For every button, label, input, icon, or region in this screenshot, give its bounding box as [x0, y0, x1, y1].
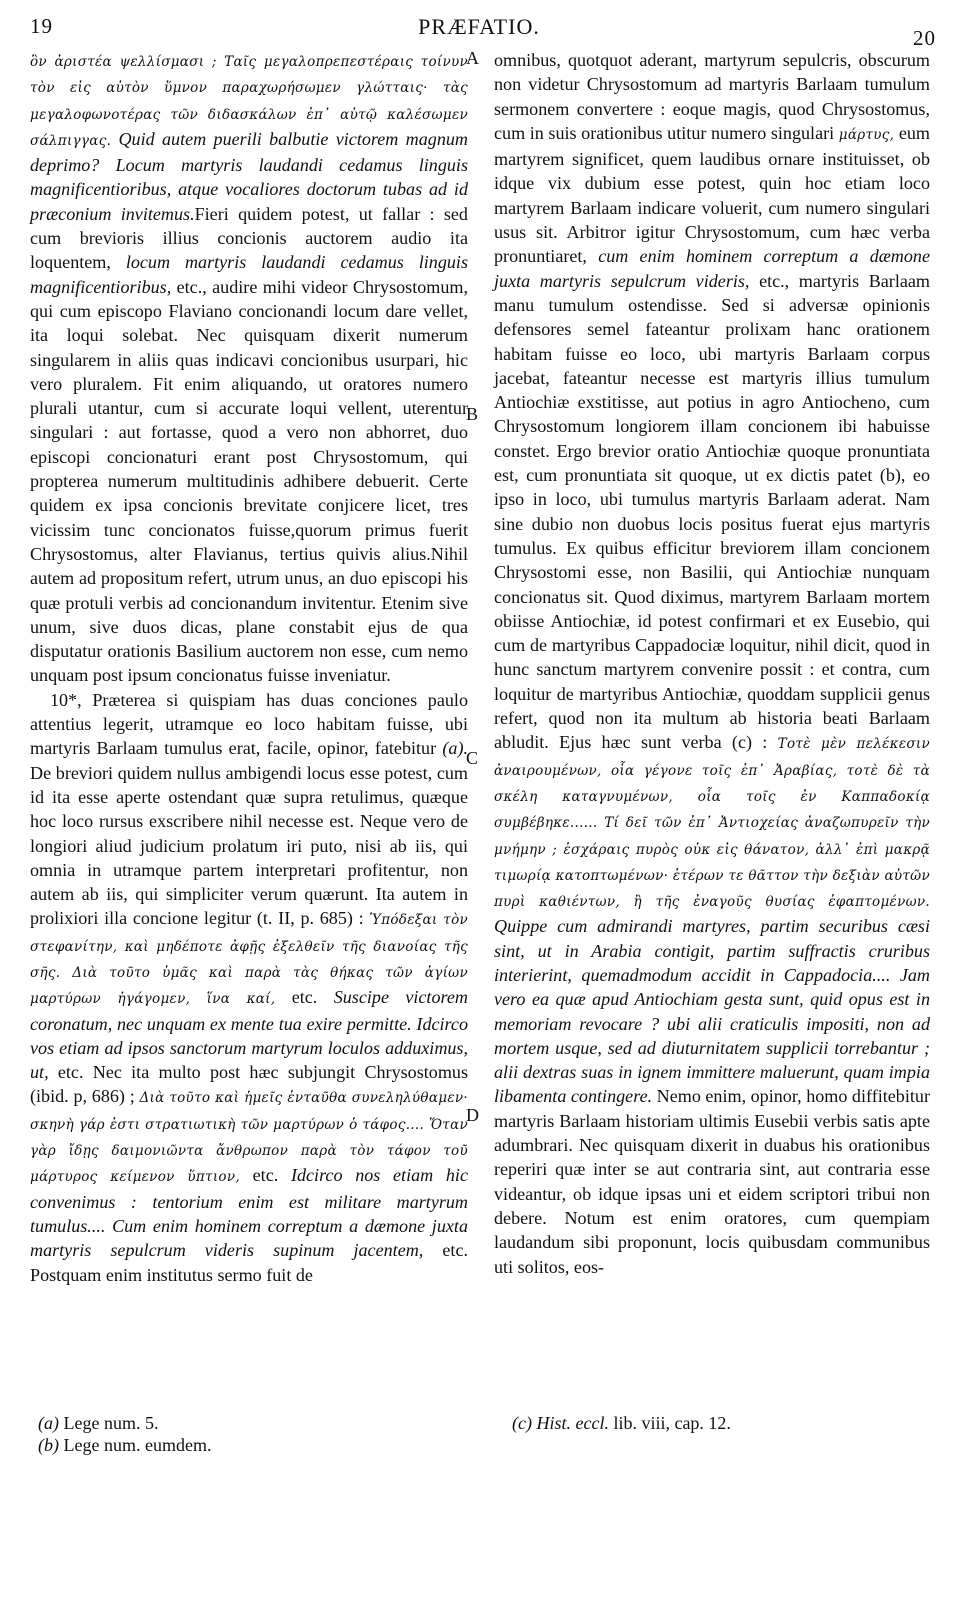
italic-text: (a). [442, 738, 468, 759]
italic-text: (c) Hist. eccl. [512, 1413, 609, 1433]
greek-quotation: ὃν ἀριστέα ψελλίσμασι ; Ταῖς μεγαλοπρεπεστέραις τοίνυν τὸν εἰς αὐτὸν ὕμνον παραχωρήσωμεν γλώτταις· τὰς μεγαλοφωνοτέρας τῶν διδασκάλων ἐπ᾽ αὐτῷ καλέσωμεν σάλπιγγας. [30, 54, 468, 149]
italic-text: Idcirco nos etiam hic convenimus : tentorium enim est militare martyrum tumulus.... Cum enim hominem correptum a dæmone juxta martyris sepulcrum videris supinum jacentem, [30, 1165, 468, 1261]
text-run: 10*, Præterea si quispiam has duas conciones paulo attentius legerit, utramque eo loco habitam fuisse, ubi martyris Barlaam tumulus erat, facile, opinor, fatebitur [30, 689, 468, 759]
margin-letter-b: B [466, 404, 479, 424]
text-run: Nemo enim, opinor, homo diffitebitur martyris Barlaam historiam ultimis Eusebii verbis satis apte adumbrari. Nec quisquam dixerit in duabus his orationibus reperiri quæ inter se aut contraria sint, aut contraria esse videantur, ob idque ipsas uni et eidem scriptori tribui non debere. Notum est enim oratores, cum quempiam laudandum sibi proponunt, locis quibusdam communibus uti solitos, eos- [494, 1086, 930, 1277]
italic-text: Quid autem puerili balbutie victorem magnum deprimo? Locum martyris laudandi cedamus linguis magnificentioribus, atque vocaliores doctorum tubas ad id præconium invitemus. [30, 128, 468, 224]
italic-text: Quippe cum admirandi martyres, partim securibus cæsi sint, ut in Arabia contigit, partim suffractis cruribus interierint, quemadmodum accidit in Cappadocia.... Jam vero ea quæ apud Antiochiam gesta sunt, quid opus est in memoriam revocare ? ubi alii craticulis impositi, non ad mortem usque, sed ad diuturnitatem supplicii torrebantur ; alii dextras suas in ignem immittere maluerunt, quam impia libamenta contingere. [494, 916, 930, 1107]
text-run: lib. viii, cap. 12. [608, 1413, 731, 1433]
text-run: etc., audire mihi videor Chrysostomum, qui cum episcopo Flaviano concionandi locum dare vellet, ita loqui solebat. Nec quisquam dixerit numerum singularem in aliis quas indicavi concionibus usurpari, hic vero pluralem. Fit enim aliquando, ut oratores numero plurali utantur, cum si accurate loqui vellent, uterentur singulari : aut fortasse, quod a vero non abhorret, duo episcopi concionaturi erant post Chrysostomum, qui propterea numerum multitudinis adhibere debuerit. Certe quidem ex ipsa concionis brevitate conjicere licet, tres vicissim tunc concionatos fuisse,quorum primus fuerit Chrysostomus, alter Flavianus, tertius quivis alius.Nihil autem ad propositum refert, utrum unus, an duo episcopi his quæ protuli verbis ad concionandum invitentur. Etenim sive unum, sive duos dicas, plane constabit ejus de qua disputatur orationis Basilium auctorem non esse, cum nemo unquam post ipsum concionatus fuisse inveniatur. [30, 276, 468, 686]
footnote [38, 1434, 211, 1456]
page-number-left: 19 [30, 14, 53, 38]
paragraph [494, 48, 930, 1279]
text-run: etc. [239, 1165, 291, 1186]
text-run: etc. [275, 987, 334, 1008]
text-run: omnibus, quotquot aderant, martyrum sepulcris, obscurum non videtur Chrysostomum ad martyris Barlaam tumulum sermonem convertere : eoque magis, quod Chrysostomus, cum in suis orationibus utitur numero singulari [494, 50, 930, 143]
footnote [512, 1412, 731, 1434]
italic-text: Suscipe victorem coronatum, nec unquam ex mente tua exire permitte. Idcirco vos etiam ad ipsos sanctorum martyrum loculos adduximus, ut, [30, 987, 468, 1083]
greek-quotation: μάρτυς, [838, 126, 895, 143]
footnotes-right [512, 1412, 731, 1434]
running-title: PRÆFATIO. [418, 14, 540, 39]
page-number-right: 20 [913, 26, 936, 50]
footnotes-left [38, 1412, 211, 1456]
text-run: Lege num. eumdem. [59, 1435, 212, 1455]
text-run: Lege num. 5. [59, 1413, 159, 1433]
paragraph [30, 48, 468, 688]
text-run: De breviori quidem nullus ambigendi locus esse potest, cum id ita esse aperte ostendant quæ supra retulimus, quæque hoc loco rursus exscribere nihil necesse est. Neque vero de longiori aliud judicium prolatum iri puto, nisi ab iis, qui omnia in utramque partem interpretari profitentur, non autem ab iis, qui simpliciter verum quærunt. Ita autem in prolixiori illa concione legitur (t. II, p. 685) : [30, 762, 468, 929]
text-run: eum martyrem significet, quem laudibus ornare instituisset, ob idque vix dubium esse potest, quin hoc etiam loco martyrem Barlaam indicare voluerit, cum numero singulari usus sit. Arbitror igitur Chrysostomum, cum hæc verba pronuntiaret, [494, 122, 930, 267]
paragraph [30, 688, 468, 1287]
margin-letter-a: A [466, 48, 479, 68]
text-run: etc. Postquam enim institutus sermo fuit de [30, 1240, 468, 1285]
right-text-column [494, 48, 930, 1279]
footnote [38, 1412, 211, 1434]
greek-quotation: Ὑπόδεξαι τὸν στεφανίτην, καὶ μηδέποτε ἀφῇς ἐξελθεῖν τῆς διανοίας τῆς σῆς. Διὰ τοῦτο ὑμᾶς καὶ παρὰ τὰς θήκας τῶν ἁγίων μαρτύρων ἠγάγομεν, ἵνα καί, [30, 912, 468, 1008]
text-run: Fieri quidem potest, ut fallar : sed cum brevioris illius concionis auctorem audio ita loquentem, [30, 203, 468, 273]
italic-text: (a) [38, 1413, 59, 1433]
greek-quotation: Τοτὲ μὲν πελέκεσιν ἀναιρουμένων, οἷα γέγονε τοῖς ἐπ᾽ Ἀραβίας, τοτὲ δὲ τὰ σκέλη καταγνυμένων, οἷα τοῖς ἐν Καππαδοκίᾳ συμβέβηκε...... Τί δεῖ τῶν ἐπ᾽ Ἀντιοχείας ἀναζωπυρεῖν τὴν μνήμην ; ἐσχάραις πυρὸς οὐκ εἰς θάνατον, ἀλλ᾽ ἐπὶ μακρᾷ τιμωρίᾳ κατοπτωμένων· ἑτέρων τε θᾶττον τὴν δεξιὰν αὐτῶν πυρὶ καθιέντων, ἢ τῆς ἐναγοῦς θυσίας ἐφαπτομένων. [494, 736, 930, 911]
italic-text: (b) [38, 1435, 59, 1455]
italic-text: locum martyris laudandi cedamus linguis magnificentioribus, [30, 252, 468, 297]
greek-quotation: Διὰ τοῦτο καὶ ἡμεῖς ἐνταῦθα συνεληλύθαμεν· σκηνὴ γάρ ἐστι στρατιωτικὴ τῶν μαρτύρων ὁ τάφος.... Ὅταν γὰρ ἴδῃς δαιμονιῶντα ἄνθρωπον παρὰ τὸν τάφον τοῦ μάρτυρος κείμενον ὕπτιον, [30, 1090, 468, 1186]
italic-text: cum enim hominem correptum a dæmone juxta martyris sepulcrum videris, [494, 246, 931, 291]
left-text-column [30, 48, 468, 1287]
text-run: etc. Nec ita multo post hæc subjungit Chrysostomus (ibid. p, 686) ; [30, 1062, 468, 1107]
text-run: etc., martyris Barlaam manu tumulum ostendisse. Sed si adversæ opinionis defensores semel fateantur prolixam hanc orationem habitam fuisse eo loco, ubi martyris Barlaam corpus jacebat, fateantur necesse est martyris illius tumulum Antiochiæ exstitisse, aut potius in agro Antiocheno, cum Chrysostomum longiorem illam concionem ibi habuisse constet. Ergo brevior oratio Antiochiæ quoque pronuntiata est, cum pronuntiata sit quoque, ut ex dictis patet (b), eo ipso in loco, ubi tumulus martyris Barlaam aderat. Nam sine dubio non duobus locis positus fuerat ejus martyris tumulus. Ex quibus efficitur breviorem illam concionem Chrysostomi esse, non Basilii, qui Antiochiæ nunquam concionatus sit. Quod diximus, martyrem Barlaam mortem obiisse Antiochiæ, id potest confirmari et ex Eusebio, qui cum de martyribus Cappadociæ loquitur, nihil dicit, quod in hunc sanctum martyrem convenire possit : et contra, cum loquitur de martyribus Antiochiæ, quoddam supplicii genus refert, quod non ita multum ab historia beati Barlaam abludit. Ejus hæc sunt verba (c) : [494, 270, 930, 753]
margin-letter-d: D [466, 1105, 479, 1125]
margin-letter-c: C [466, 748, 479, 768]
